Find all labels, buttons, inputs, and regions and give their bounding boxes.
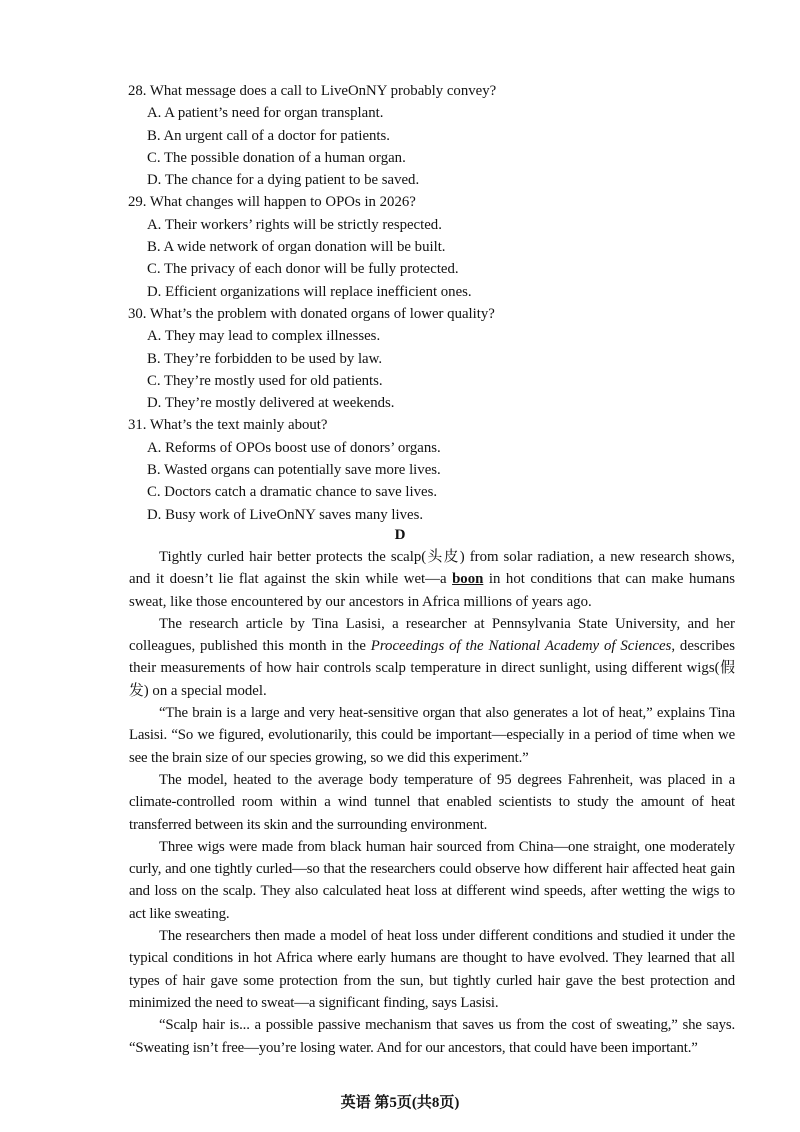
paragraph (129, 546, 735, 613)
question-stem: 31. What’s the text mainly about? (128, 417, 328, 434)
highlighted-word: boon (452, 571, 484, 588)
question-stem: 29. What changes will happen to OPOs in 2026? (128, 194, 416, 211)
paragraph-text: Tightly curled hair better protects the scalp(头皮) from solar radiation, a new research shows, and it doesn’t lie flat against the skin while wet—a (129, 549, 735, 588)
page-footer: 英语 第5页(共8页) (340, 1095, 460, 1111)
paragraph: Three wigs were made from black human hair sourced from China—one straight, one moderately curly, and one tightly curled—so that the researchers could observe how different hair affected heat gain and loss on the scalp. They also calculated heat loss at different wind speeds, after wetting the wigs to act like sweating. (129, 838, 735, 922)
option-c: C. The privacy of each donor will be fully protected. (147, 261, 459, 278)
option-c: C. The possible donation of a human organ. (147, 149, 406, 166)
option-c: C. They’re mostly used for old patients. (147, 372, 383, 389)
question-list (128, 80, 728, 526)
question-28 (128, 80, 728, 191)
journal-title: Proceedings of the National Academy of Sciences (370, 638, 672, 655)
question-29 (128, 191, 728, 302)
option-b: B. They’re forbidden to be used by law. (147, 350, 383, 367)
paragraph: The researchers then made a model of heat loss under different conditions and studied it under the typical conditions in hot Africa where early humans are thought to have evolved. They learned that all types of hair gave some protection from the sun, but tightly curled hair gave the best protection and minimized the need to sweat—a significant finding, says Lasisi. (129, 928, 735, 1011)
option-a: A. They may lead to complex illnesses. (147, 328, 381, 345)
question-stem: 28. What message does a call to LiveOnNY probably convey? (128, 83, 497, 99)
question-31 (128, 414, 728, 525)
paragraph (129, 613, 735, 702)
option-d: D. Efficient organizations will replace inefficient ones. (147, 283, 472, 300)
question-30 (128, 303, 728, 414)
option-a: A. Reforms of OPOs boost use of donors’ organs. (147, 439, 441, 456)
option-a: A. A patient’s need for organ transplant. (147, 105, 384, 122)
option-b: B. An urgent call of a doctor for patients. (147, 127, 390, 144)
paragraph-text: The research article by Tina Lasisi, a researcher at Pennsylvania State University, and her colleagues, published this month in the (129, 615, 735, 655)
option-b: B. A wide network of organ donation will be built. (147, 239, 446, 256)
option-a: A. Their workers’ rights will be strictly respected. (147, 216, 442, 233)
paragraph: “The brain is a large and very heat-sensitive organ that also generates a lot of heat,” explains Tina Lasisi. “So we figured, evolutionarily, this could be important—especially in a period of time when we see the brain size of our species growing, so we did this experiment.” (129, 705, 735, 766)
option-c: C. Doctors catch a dramatic chance to save lives. (147, 484, 438, 501)
paragraph: “Scalp hair is... a possible passive mechanism that saves us from the cost of sweating,” she says. “Sweating isn’t free—you’re losing water. And for our ancestors, that could have been important.” (129, 1017, 735, 1056)
option-b: B. Wasted organs can potentially save more lives. (147, 462, 441, 479)
paragraph-text: in hot conditions that can make humans sweat, like those encountered by our ancestors in Africa millions of years ago. (129, 571, 736, 610)
reading-passage (129, 546, 735, 1059)
option-d: D. They’re mostly delivered at weekends. (147, 395, 395, 412)
question-stem: 30. What’s the problem with donated organs of lower quality? (128, 305, 495, 322)
option-d: D. Busy work of LiveOnNY saves many lives. (147, 506, 424, 523)
option-d: D. The chance for a dying patient to be saved. (147, 172, 420, 189)
paragraph: The model, heated to the average body temperature of 95 degrees Fahrenheit, was placed in a climate-controlled room within a wind tunnel that enabled scientists to study the amount of heat transferred between its skin and the surrounding environment. (129, 771, 735, 833)
paragraph-text: , describes their measurements of how hair controls scalp temperature in direct sunlight, using different wigs(假发) on a special model. (129, 638, 735, 699)
section-heading: D (394, 527, 406, 543)
